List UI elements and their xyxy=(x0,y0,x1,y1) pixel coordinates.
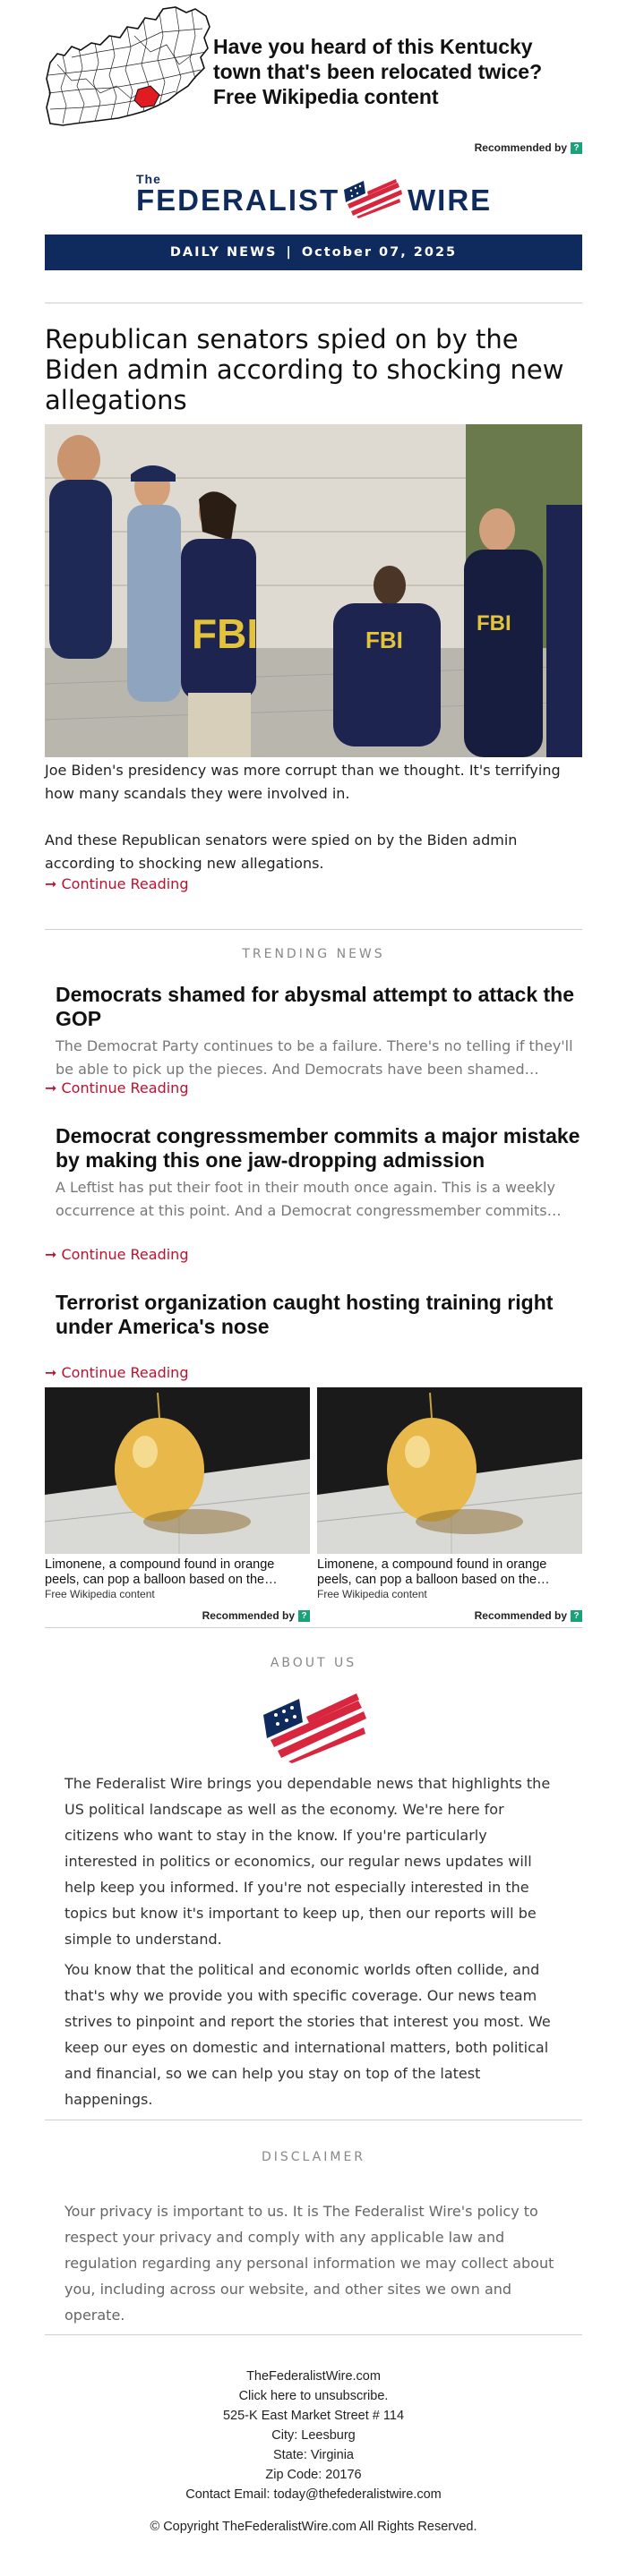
trending-story[interactable] xyxy=(56,983,582,1081)
about-us-heading: ABOUT US xyxy=(270,1656,357,1670)
trending-continue-reading-link[interactable] xyxy=(45,1079,188,1096)
ad-caption[interactable]: Limonene, a compound found in orange peels, can pop a balloon based on the… xyxy=(317,1557,550,1587)
recommended-logo-icon: ? xyxy=(571,142,582,154)
recommended-logo-icon: ? xyxy=(571,1610,582,1622)
main-story-paragraph-1: Joe Biden's presidency was more corrupt than we thought. It's terrifying how many scandals they were involved in. xyxy=(45,762,561,802)
top-recommended-ad[interactable] xyxy=(45,0,582,154)
date-bar xyxy=(45,235,582,270)
recommended-ad-card[interactable] xyxy=(45,1387,310,1622)
main-story-body xyxy=(45,759,582,892)
footer-state: State: Virginia xyxy=(272,2448,354,2462)
main-story-image[interactable] xyxy=(45,424,582,757)
flag-icon xyxy=(258,1692,369,1763)
footer-city: City: Leesburg xyxy=(271,2428,356,2443)
divider xyxy=(45,929,582,930)
divider xyxy=(45,2334,582,2335)
footer-address: 525-K East Market Street # 114 xyxy=(222,2409,405,2423)
balloon-ad-image[interactable] xyxy=(317,1387,582,1554)
continue-reading-text: Continue Reading xyxy=(61,875,189,892)
recommended-by-label[interactable] xyxy=(475,141,582,154)
main-continue-reading-link[interactable] xyxy=(45,875,582,892)
logo-the-text: The xyxy=(136,172,161,186)
footer-contact-email[interactable]: Contact Email: today@thefederalistwire.com xyxy=(185,2487,442,2502)
trending-news-heading: TRENDING NEWS xyxy=(242,947,385,961)
trending-story[interactable] xyxy=(56,1291,582,1339)
ad-source: Free Wikipedia content xyxy=(317,1588,427,1600)
trending-continue-reading-link[interactable] xyxy=(45,1364,188,1381)
continue-reading-text: Continue Reading xyxy=(61,1364,189,1381)
trending-story-title[interactable]: Terrorist organization caught hosting training right under America's nose xyxy=(56,1291,554,1338)
flag-icon xyxy=(339,177,403,218)
logo-federalist-text: FEDERALIST xyxy=(136,183,340,217)
main-story-paragraph-2: And these Republican senators were spied on by the Biden admin according to shocking new allegations. xyxy=(45,832,518,872)
about-paragraph-1: The Federalist Wire brings you dependable news that highlights the US political landscape as well as the economy. We're here for citizens who want to stay in the know. If you're particularly interested in politics or economics, our regular news updates will help keep you informed. If you're not especially interested in the topics but know it's important to keep up, then our reports will be simple to understand. xyxy=(64,1775,551,1948)
daily-news-label: DAILY NEWS xyxy=(169,245,278,260)
recommended-by-text: Recommended by xyxy=(202,1609,295,1622)
about-paragraph-2: You know that the political and economic worlds often collide, and that's why we provide you with specific coverage. Our news team strives to pinpoint and report the stories that interest you most. We keep our eyes on domestic and international matters, both political and financial, so we can help you stay on top of the latest happenings. xyxy=(64,1961,551,2108)
continue-reading-text: Continue Reading xyxy=(61,1246,189,1263)
recommended-by-label[interactable] xyxy=(475,1609,582,1622)
issue-date: October 07, 2025 xyxy=(301,245,458,260)
trending-story-title[interactable]: Democrats shamed for abysmal attempt to attack the GOP xyxy=(56,983,575,1030)
ad-source: Free Wikipedia content xyxy=(45,1588,155,1600)
svg-text:FBI: FBI xyxy=(365,627,403,653)
recommended-by-text: Recommended by xyxy=(474,1609,567,1622)
recommended-logo-icon: ? xyxy=(298,1610,310,1622)
footer-zip: Zip Code: 20176 xyxy=(265,2468,362,2482)
ad-caption[interactable]: Limonene, a compound found in orange peels, can pop a balloon based on the… xyxy=(45,1557,278,1587)
arrow-right-icon: ➞ xyxy=(45,1364,57,1381)
trending-story-title[interactable]: Democrat congressmember commits a major mistake by making this one jaw-dropping admission xyxy=(56,1124,580,1172)
trending-story[interactable] xyxy=(56,1124,582,1223)
main-story-title[interactable]: Republican senators spied on by the Biden admin according to shocking new allegations xyxy=(45,324,564,415)
recommended-by-label[interactable] xyxy=(202,1609,310,1622)
disclaimer-heading: DISCLAIMER xyxy=(261,2150,366,2164)
svg-text:FBI: FBI xyxy=(477,611,511,635)
balloon-ad-image[interactable] xyxy=(45,1387,310,1554)
svg-text:FBI: FBI xyxy=(192,610,259,657)
recommended-by-text: Recommended by xyxy=(474,141,567,154)
unsubscribe-link[interactable]: Click here to unsubscribe. xyxy=(238,2389,389,2403)
arrow-right-icon: ➞ xyxy=(45,875,57,892)
logo-wire-text: WIRE xyxy=(408,183,493,217)
footer xyxy=(45,2367,582,2537)
top-ad-headline[interactable]: Have you heard of this Kentucky town that's been relocated twice? Free Wikipedia content xyxy=(213,35,543,108)
trending-continue-reading-link[interactable] xyxy=(45,1246,188,1263)
disclaimer-text: Your privacy is important to us. It is The Federalist Wire's policy to respect your privacy and comply with any applicable law and regulation regarding any personal information we may collect about you, including across our website, and other sites we own and operate. xyxy=(64,2203,554,2324)
trending-story-summary: A Leftist has put their foot in their mouth once again. This is a weekly occurrence at this point. And a Democrat congressmember commits… xyxy=(56,1179,562,1219)
divider xyxy=(45,1627,582,1628)
date-separator: | xyxy=(286,245,293,260)
arrow-right-icon: ➞ xyxy=(45,1079,57,1096)
continue-reading-text: Continue Reading xyxy=(61,1079,189,1096)
federalist-wire-logo[interactable] xyxy=(0,168,627,222)
recommended-ad-card[interactable] xyxy=(317,1387,582,1622)
kentucky-map-image[interactable] xyxy=(45,0,211,132)
footer-copyright: © Copyright TheFederalistWire.com All Rights Reserved. xyxy=(150,2520,477,2534)
trending-story-summary: The Democrat Party continues to be a failure. There's no telling if they'll be able to pick up the pieces. And Democrats have been shamed… xyxy=(56,1037,573,1078)
footer-site-link[interactable]: TheFederalistWire.com xyxy=(246,2369,381,2384)
arrow-right-icon: ➞ xyxy=(45,1246,57,1263)
